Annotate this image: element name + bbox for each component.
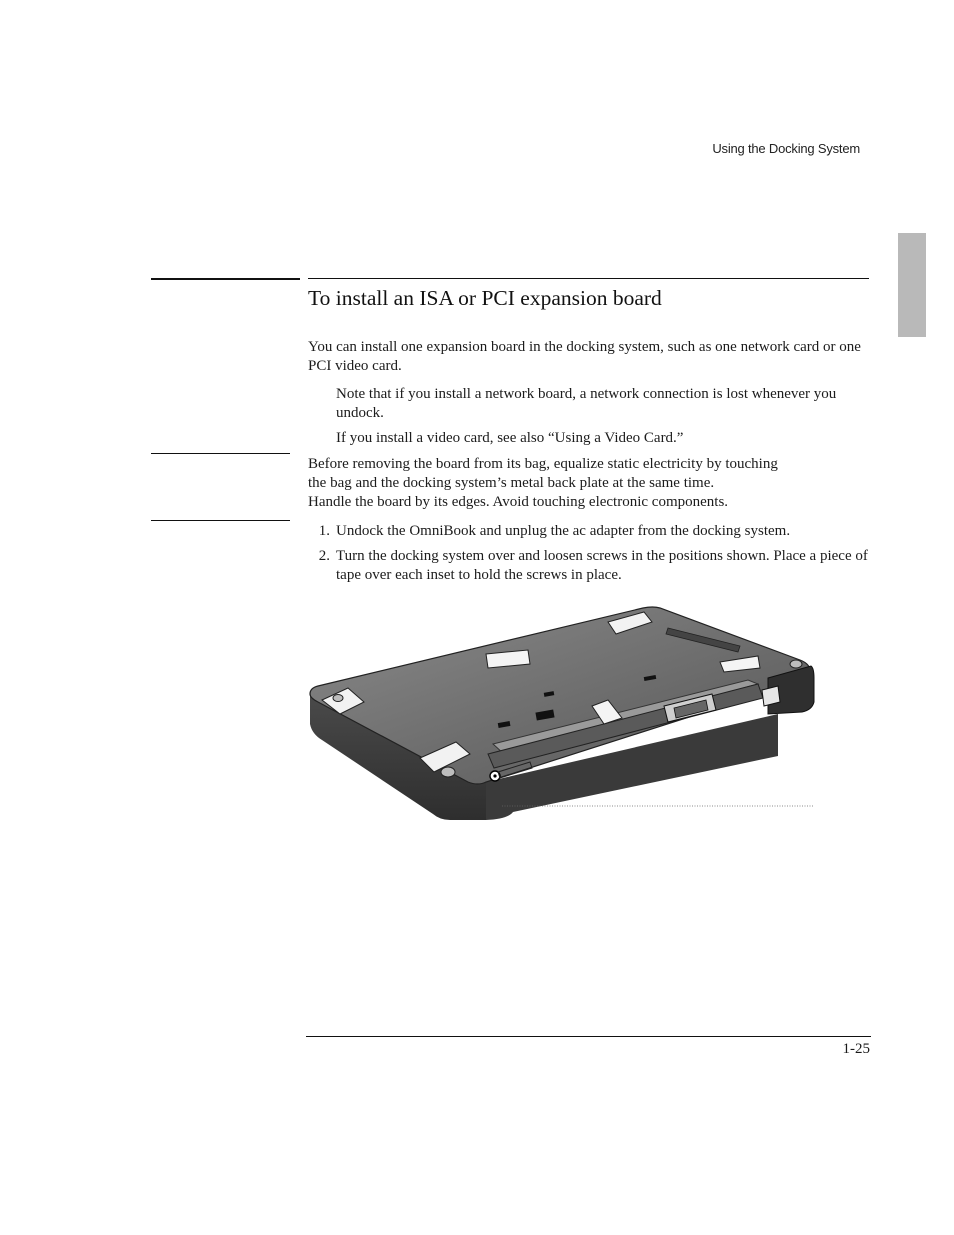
caution-top-rule — [151, 453, 290, 454]
caution-line-2: the bag and the docking system’s metal back plate at the same time. — [308, 475, 715, 491]
caution-text — [308, 455, 868, 512]
step-1-text: Undock the OmniBook and unplug the ac adapter from the docking system. — [336, 523, 791, 539]
footer-rule — [306, 1036, 871, 1037]
note-video-card: If you install a video card, see also “Using a Video Card.” — [336, 430, 684, 446]
running-header: Using the Docking System — [712, 141, 860, 156]
chapter-thumb-tab — [898, 233, 926, 337]
left-margin-rule — [151, 278, 300, 280]
caution-line-3: Handle the board by its edges. Avoid touching electronic components. — [308, 494, 729, 510]
docking-system-underside-illustration — [308, 606, 816, 826]
step-1-number: 1. — [318, 523, 330, 539]
note-network-board: Note that if you install a network board, a network connection is lost whenever you undock. — [336, 386, 837, 421]
intro-paragraph: You can install one expansion board in the docking system, such as one network card or one PCI video card. — [308, 339, 861, 374]
section-top-rule — [308, 278, 869, 279]
section-title: To install an ISA or PCI expansion board — [308, 286, 662, 310]
step-2-number: 2. — [318, 548, 330, 564]
caution-line-1: Before removing the board from its bag, equalize static electricity by touching — [308, 456, 778, 472]
caution-bottom-rule — [151, 520, 290, 521]
page-number: 1-25 — [842, 1041, 870, 1057]
step-2-text: Turn the docking system over and loosen screws in the positions shown. Place a piece of tape over each inset to hold the screws in place. — [336, 548, 868, 583]
